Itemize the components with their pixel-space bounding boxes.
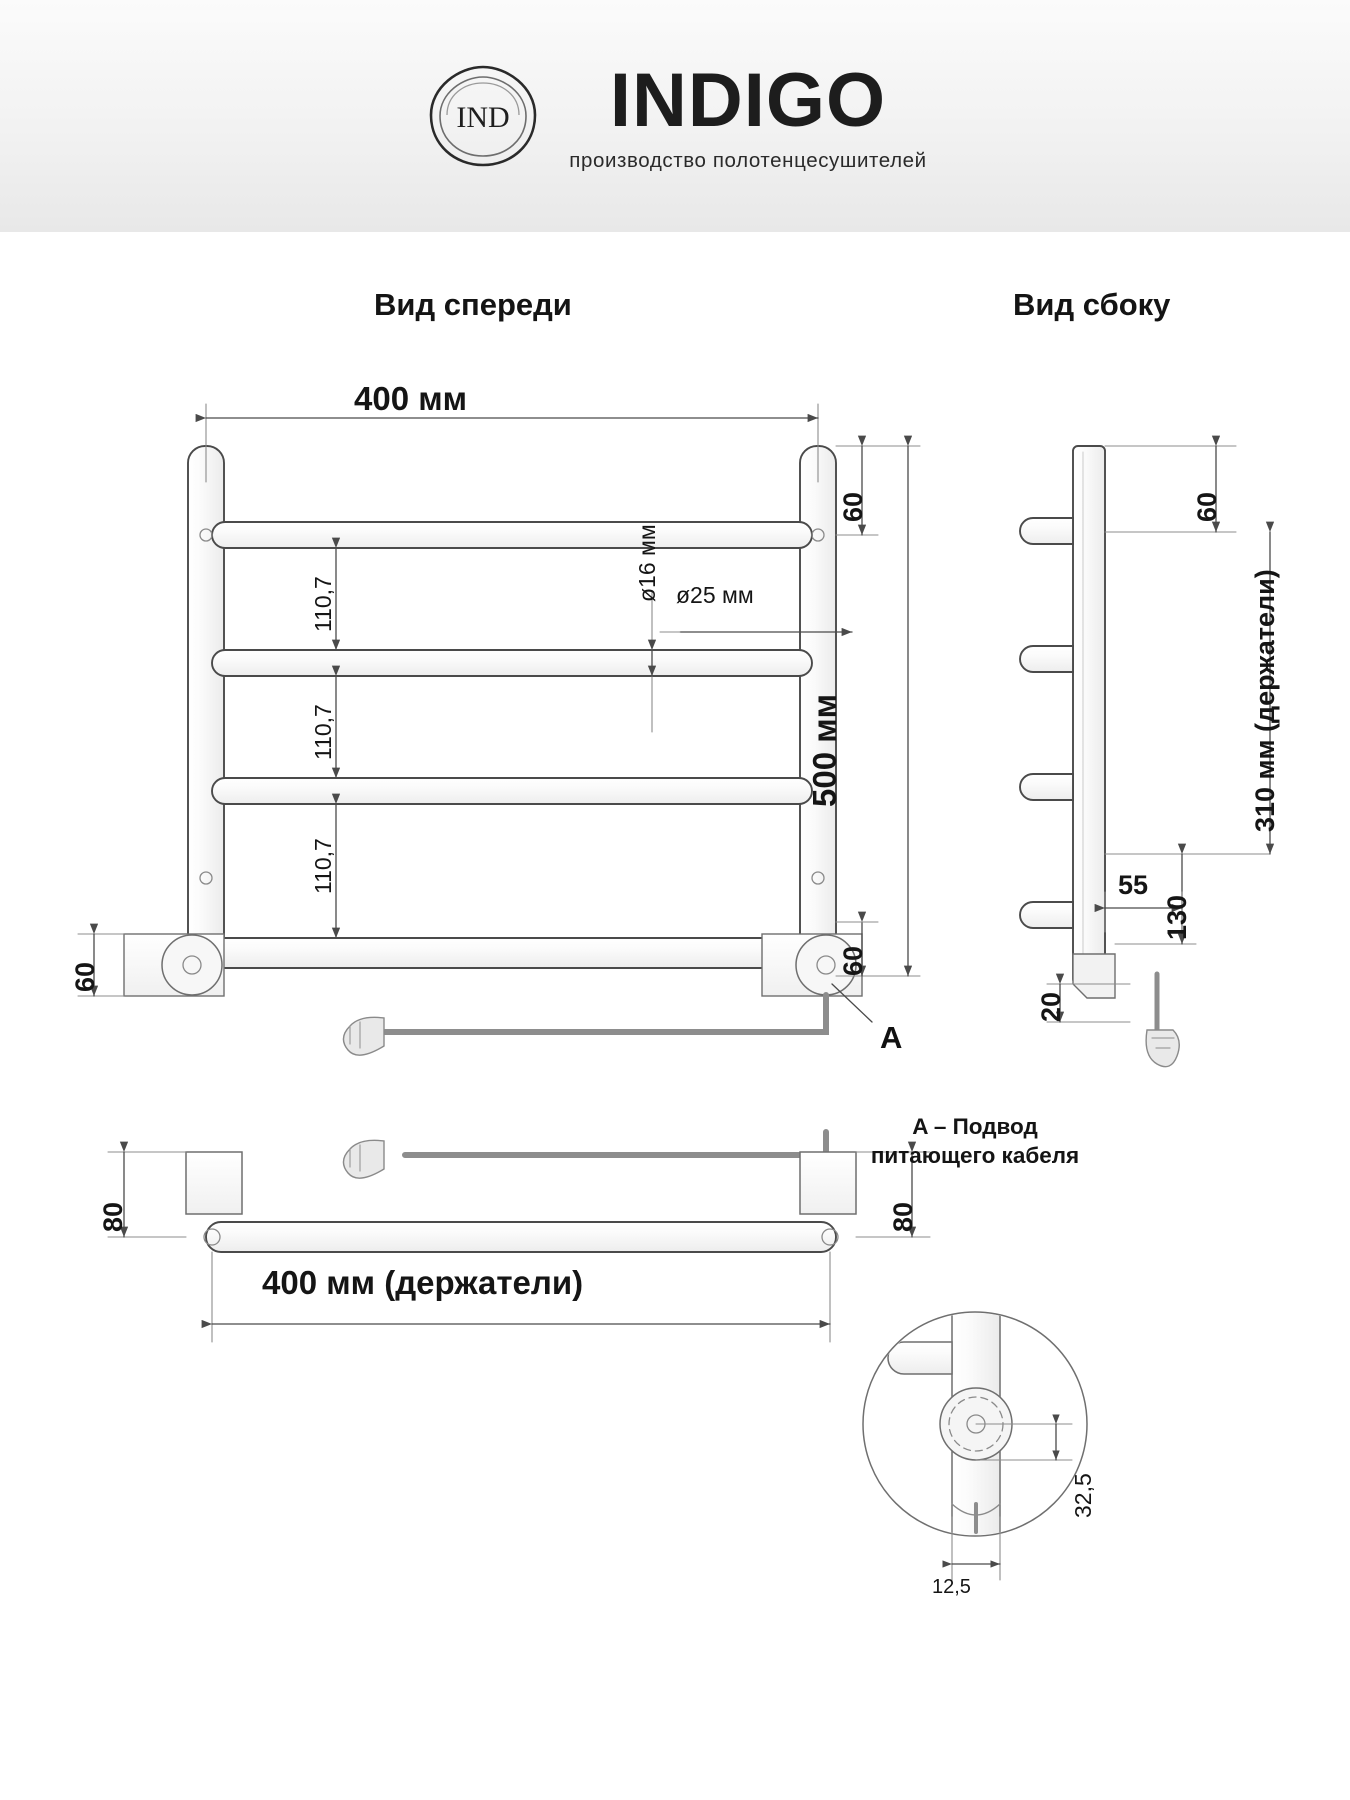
- dim-front-top-offset: 60: [838, 491, 868, 522]
- dim-detail-vertical: 32,5: [1070, 1473, 1096, 1518]
- dim-detail-horizontal: 12,5: [932, 1576, 971, 1598]
- dim-side-holders-height: 310 мм (держатели): [1250, 569, 1280, 832]
- dim-rung-spacing-3: 110,7: [310, 838, 336, 894]
- dim-top-right-80: 80: [888, 1201, 918, 1232]
- indigo-shield-logo-icon: [423, 61, 543, 171]
- technical-drawing: [0, 232, 1350, 1800]
- detail-a-title-line: A – Подвод: [912, 1114, 1038, 1139]
- dim-top-holders-width: 400 мм (держатели): [262, 1264, 584, 1301]
- dim-side-depth-130: 130: [1162, 894, 1192, 940]
- detail-a-title-line: питающего кабеля: [870, 1143, 1080, 1169]
- front-view-title: Вид спереди: [374, 287, 572, 322]
- brand-name: INDIGO: [609, 58, 887, 143]
- dim-front-bottom-offset: 60: [838, 945, 868, 976]
- dim-front-height: 500 мм: [806, 693, 843, 807]
- dim-tube-diameter-16: ø16 мм: [634, 524, 660, 602]
- dim-tube-diameter-25: ø25 мм: [676, 582, 754, 608]
- side-view-title: Вид сбоку: [1013, 287, 1171, 322]
- callout-letter-a: A: [880, 1020, 903, 1055]
- drawing-canvas: [0, 232, 1350, 1800]
- brand-logo: [0, 0, 1350, 232]
- dim-rung-spacing-2: 110,7: [310, 704, 336, 760]
- dim-front-width: 400 мм: [354, 380, 468, 417]
- dim-rung-spacing-1: 110,7: [310, 576, 336, 632]
- brand-tagline: производство полотенцесушителей: [569, 149, 927, 172]
- dim-top-left-80: 80: [98, 1201, 128, 1232]
- dim-side-depth-55: 55: [1118, 870, 1149, 900]
- dim-side-top-offset: 60: [1192, 491, 1222, 522]
- page-header: [0, 0, 1350, 233]
- dim-side-bottom-20: 20: [1036, 991, 1066, 1022]
- logo-monogram: IND: [456, 101, 510, 134]
- detail-a-title: [871, 1112, 1079, 1171]
- brand-text: [569, 58, 927, 173]
- dim-front-left-offset: 60: [70, 961, 100, 992]
